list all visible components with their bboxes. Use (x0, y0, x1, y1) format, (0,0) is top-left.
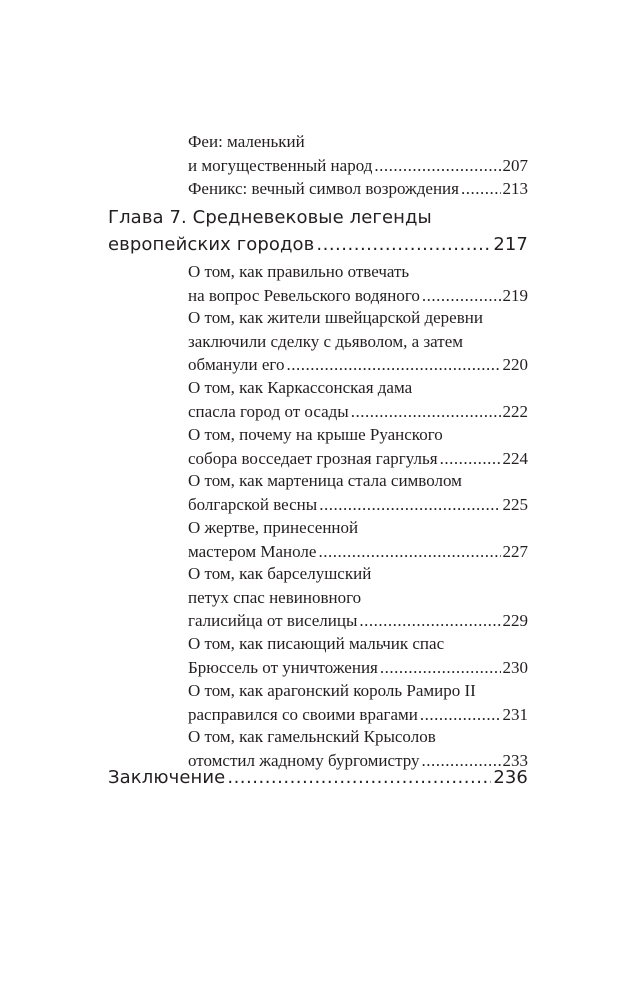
dot-leader (380, 656, 501, 680)
toc-entry-last-line (188, 656, 528, 680)
page-number: 233 (502, 750, 528, 770)
toc-entry-last-line (188, 703, 528, 727)
toc-entry-phoenix (188, 177, 528, 201)
page-number: 217 (493, 234, 528, 255)
toc-entry-line: О том, как мартеница стала символом (188, 471, 462, 490)
toc-entry-revel (188, 260, 528, 307)
toc-entry-line: О том, как гамельнский Крысолов (188, 727, 436, 746)
toc-entry-last-line (188, 400, 528, 424)
toc-entry-ramiro (188, 679, 528, 726)
dot-leader (318, 540, 500, 564)
toc-entry-last-line (188, 154, 528, 178)
chapter-title-text: европейских городов (108, 234, 315, 255)
toc-entry-last-line (108, 764, 528, 791)
dot-leader (227, 764, 491, 791)
chapter-title-line: Глава 7. Средневековые легенды (108, 207, 432, 228)
toc-conclusion (108, 764, 528, 791)
toc-entry-line: петух спас невиновного (188, 587, 362, 607)
page-number: 219 (502, 285, 528, 305)
dot-leader (422, 284, 501, 308)
toc-entry-line: О том, как барселушский (188, 564, 372, 583)
toc-entry-fairies (188, 130, 528, 177)
toc-entry-rouen (188, 423, 528, 470)
toc-entry-carcassonne (188, 376, 528, 423)
toc-entry-last-line (188, 540, 528, 564)
dot-leader (461, 177, 501, 201)
toc-entry-line: Феи: маленький (188, 132, 305, 151)
toc-entry-last-line (188, 447, 528, 471)
toc-entry-text: и могущественный народ (188, 155, 373, 175)
dot-leader (319, 493, 500, 517)
toc-entry-text: на вопрос Ревельского водяного (188, 285, 420, 305)
page-number: 229 (502, 611, 528, 630)
dot-leader (420, 703, 501, 727)
toc-entry-line: заключили сделку с дьяволом, а затем (188, 331, 463, 351)
toc-entry-text: расправился со своими врагами (188, 704, 418, 724)
page-number: 230 (502, 657, 528, 677)
dot-leader (359, 609, 500, 633)
toc-entry-text: спасла город от осады (188, 401, 349, 421)
toc-entry-text: Феникс: вечный символ возрождения (188, 179, 459, 198)
toc-entry-line: О том, почему на крыше Руанского (188, 425, 443, 444)
toc-entry-manole (188, 516, 528, 563)
toc-entry-text: отомстил жадному бургомистру (188, 750, 420, 770)
page-number: 222 (502, 401, 528, 421)
toc-entry-text: обманули его (188, 355, 285, 374)
toc-entry-line: О том, как Каркассонская дама (188, 378, 413, 397)
page-number: 227 (502, 541, 528, 561)
toc-entry-last-line (188, 609, 528, 633)
page-number: 207 (502, 155, 528, 175)
toc-entry-last-line (188, 284, 528, 308)
toc-entry-text: собора восседает грозная гаргулья (188, 448, 438, 468)
toc-entry-last-line (188, 493, 528, 517)
page-number: 225 (502, 494, 528, 514)
toc-entry-line: О том, как арагонский король Рамиро II (188, 681, 476, 700)
toc-entry-last-line (188, 353, 528, 377)
chapter-title-text: Заключение (108, 767, 226, 788)
toc-entry-line: О том, как писающий мальчик спас (188, 634, 445, 653)
toc-entry-line: О том, как жители швейцарской деревни (188, 308, 483, 327)
toc-entry-swiss-village (188, 306, 528, 377)
toc-chapter-7 (108, 204, 528, 258)
toc-entry-barcelos-rooster (188, 562, 528, 633)
page-number: 231 (502, 704, 528, 724)
toc-entry-martenitsa (188, 469, 528, 516)
toc-entry-line: О том, как правильно отвечать (188, 262, 410, 281)
dot-leader (286, 353, 500, 377)
toc-entry-text: галисийца от виселицы (188, 611, 358, 630)
page-number: 224 (502, 448, 528, 468)
dot-leader (316, 231, 491, 258)
toc-entry-text: мастером Маноле (188, 541, 317, 561)
dot-leader (374, 154, 500, 178)
page-number: 213 (502, 179, 528, 198)
toc-entry-text: болгарской весны (188, 494, 318, 514)
page-number: 220 (502, 355, 528, 374)
toc-entry-manneken-pis (188, 632, 528, 679)
dot-leader (440, 447, 501, 471)
toc-entry-last-line (188, 177, 528, 201)
toc-entry-last-line (108, 231, 528, 258)
toc-entry-line: О жертве, принесенной (188, 518, 359, 537)
toc-entry-text: Брюссель от уничтожения (188, 657, 378, 677)
page-number: 236 (493, 767, 528, 788)
dot-leader (351, 400, 501, 424)
